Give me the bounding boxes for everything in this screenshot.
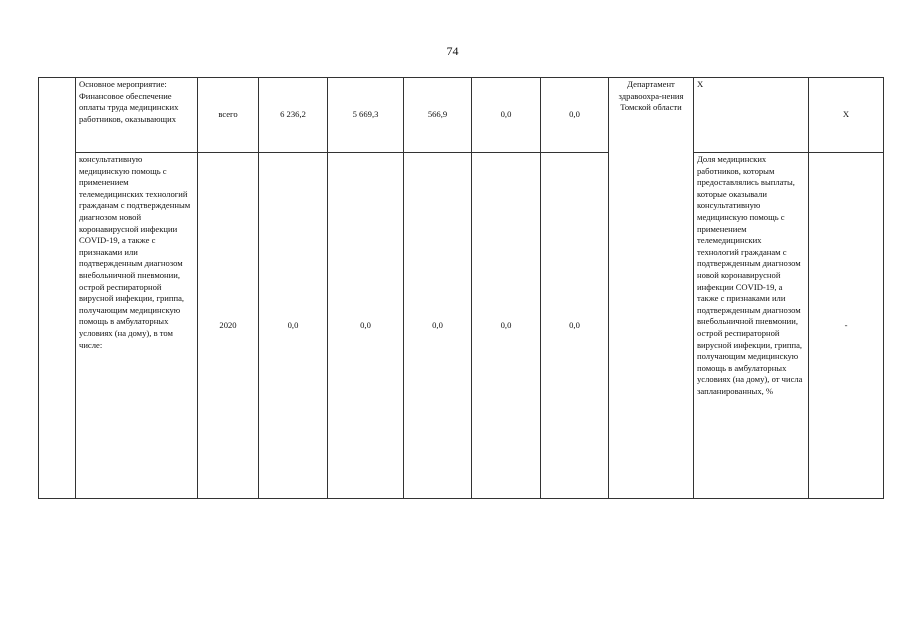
table-row-total bbox=[39, 78, 884, 153]
activity-description-continued-cell: консультативную медицинскую помощь с применением телемедицинских технологий гражданам с подтвержденным диагнозом новой коронавирусной инфекции COVID-19, а также с признаками или подтвержденным диагнозом внебольничной пневмонии, острой респираторной вирусной инфекции, гриппа, получающим медицинскую помощь в амбулаторных условиях (на дому), в том числе: bbox=[76, 153, 198, 499]
period-cell: 2020 bbox=[198, 153, 259, 499]
amount-regional-cell: 566,9 bbox=[404, 78, 472, 153]
department-cell: Департамент здравоохра-нения Томской области bbox=[609, 78, 694, 499]
amount-total-cell: 6 236,2 bbox=[259, 78, 328, 153]
table-row-2020 bbox=[39, 153, 884, 499]
amount-local-cell: 0,0 bbox=[472, 78, 541, 153]
amount-federal-cell: 5 669,3 bbox=[328, 78, 404, 153]
indicator-name-cell: Х bbox=[694, 78, 809, 153]
page-number: 74 bbox=[446, 44, 459, 58]
row-number-cell bbox=[39, 78, 76, 499]
amount-other-cell: 0,0 bbox=[541, 78, 609, 153]
amount-other-cell: 0,0 bbox=[541, 153, 609, 499]
amount-federal-cell: 0,0 bbox=[328, 153, 404, 499]
amount-local-cell: 0,0 bbox=[472, 153, 541, 499]
amount-regional-cell: 0,0 bbox=[404, 153, 472, 499]
program-activities-table bbox=[38, 77, 884, 499]
amount-total-cell: 0,0 bbox=[259, 153, 328, 499]
indicator-value-cell: Х bbox=[809, 78, 884, 153]
indicator-name-cell: Доля медицинских работников, которым предоставлялись выплаты, которые оказывали консультативную медицинскую помощь с применением телемедицинских технологий гражданам с подтвержденным диагнозом новой коронавирусной инфекции COVID-19, а также с признаками или подтвержденным диагнозом внебольничной пневмонии, острой респираторной вирусной инфекции, гриппа, получающим медицинскую помощь в амбулаторных условиях (на дому), от числа запланированных, % bbox=[694, 153, 809, 499]
activity-description-cell: Основное мероприятие: Финансовое обеспечение оплаты труда медицинских работников, оказывающих bbox=[76, 78, 198, 153]
indicator-value-cell: - bbox=[809, 153, 884, 499]
period-cell: всего bbox=[198, 78, 259, 153]
